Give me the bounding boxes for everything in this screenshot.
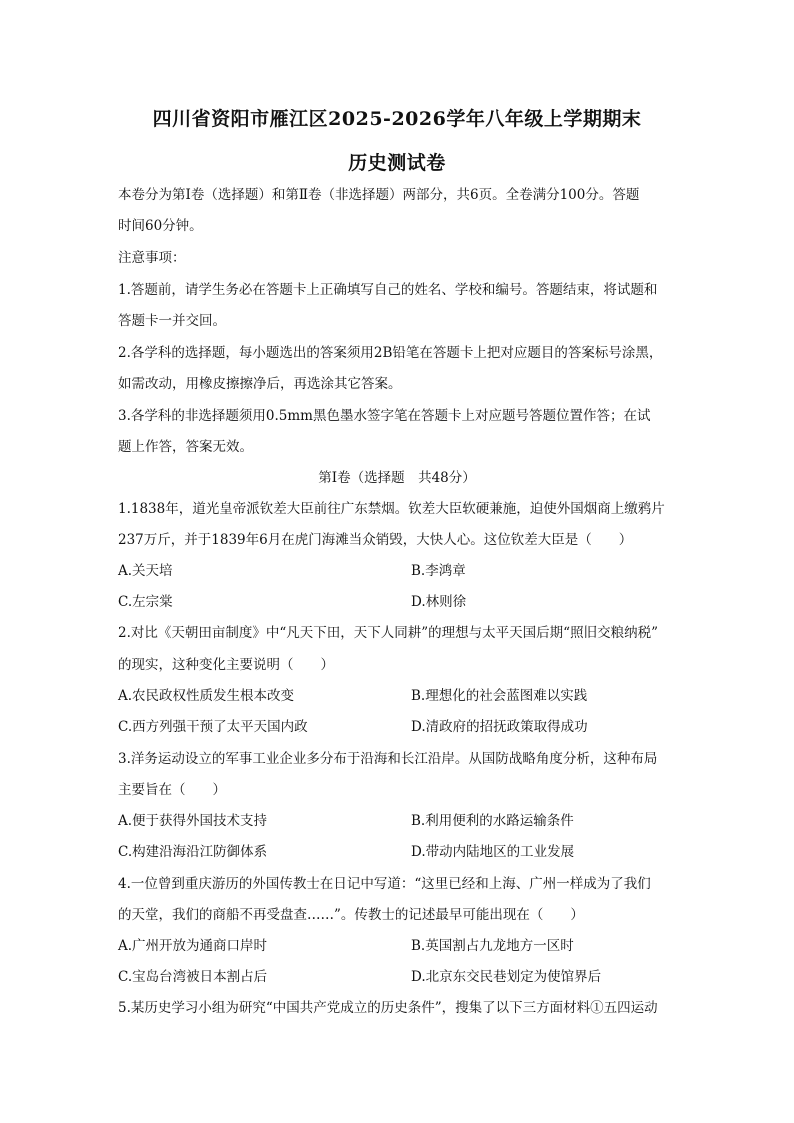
notice-line: 3.各学科的非选择题须用0.5mm黑色墨水签字笔在答题卡上对应题号答题位置作答；在试 [118,408,651,424]
question-2-option-a: A.农民政权性质发生根本改变 [118,688,295,704]
question-4-option-c: C.宝岛台湾被日本割占后 [118,969,268,985]
question-3-option-c: C.构建沿海沿江防御体系 [118,844,268,860]
intro-line: 时间60分钟。 [118,218,203,234]
question-1-text: 1.1838年，道光皇帝派钦差大臣前往广东禁烟。钦差大臣软硬兼施，迫使外国烟商上缴鸦片 [118,501,665,517]
notice-line: 如需改动，用橡皮擦擦净后，再选涂其它答案。 [118,376,402,392]
question-1-option-c: C.左宗棠 [118,594,173,610]
question-5-text: 5.某历史学习小组为研究“中国共产党成立的历史条件”，搜集了以下三方面材料①五四运动 [118,1000,658,1016]
question-2-text: 2.对比《天朝田亩制度》中“凡天下田，天下人同耕”的理想与太平天国后期“照旧交粮纳税” [118,625,658,641]
question-1-option-a: A.关天培 [118,563,173,579]
notice-line: 2.各学科的选择题，每小题选出的答案须用2B铅笔在答题卡上把对应题目的答案标号涂黑， [118,345,663,361]
question-3-option-a: A.便于获得外国技术支持 [118,813,268,829]
notice-line: 1.答题前，请学生务必在答题卡上正确填写自己的姓名、学校和编号。答题结束，将试题和 [118,282,658,298]
question-1-text: 237万斤，并于1839年6月在虎门海滩当众销毁，大快人心。这位钦差大臣是（ ） [118,532,633,548]
notice-heading: 注意事项： [118,250,186,266]
section-heading: 第Ⅰ卷（选择题 共48分） [318,470,476,486]
question-4-text: 4.一位曾到重庆游历的外国传教士在日记中写道：“这里已经和上海、广州一样成为了我们 [118,876,651,892]
question-3-option-d: D.带动内陆地区的工业发展 [411,844,575,860]
question-2-option-b: B.理想化的社会蓝图难以实践 [411,688,588,704]
question-2-option-d: D.清政府的招抚政策取得成功 [411,719,588,735]
intro-line: 本卷分为第Ⅰ卷（选择题）和第Ⅱ卷（非选择题）两部分，共6页。全卷满分100分。答题 [118,187,640,203]
exam-title-line2: 历史测试卷 [348,152,446,174]
question-4-option-a: A.广州开放为通商口岸时 [118,938,268,954]
exam-title-line1: 四川省资阳市雁江区2025-2026学年八年级上学期期末 [152,108,642,130]
question-1-option-d: D.林则徐 [411,594,467,610]
question-2-option-c: C.西方列强干预了太平天国内政 [118,719,308,735]
notice-line: 题上作答，答案无效。 [118,439,253,455]
question-3-option-b: B.利用便利的水路运输条件 [411,813,574,829]
notice-line: 答题卡一并交回。 [118,313,226,329]
question-4-option-d: D.北京东交民巷划定为使馆界后 [411,969,602,985]
question-4-text: 的天堂，我们的商船不再受盘查……”。传教士的记述最早可能出现在（ ） [118,907,584,923]
question-2-text: 的现实，这种变化主要说明（ ） [118,657,334,673]
question-1-option-b: B.李鸿章 [411,563,466,579]
question-3-text: 主要旨在（ ） [118,782,226,798]
question-4-option-b: B.英国割占九龙地方一区时 [411,938,574,954]
question-3-text: 3.洋务运动设立的军事工业企业多分布于沿海和长江沿岸。从国防战略角度分析，这种布局 [118,751,658,767]
